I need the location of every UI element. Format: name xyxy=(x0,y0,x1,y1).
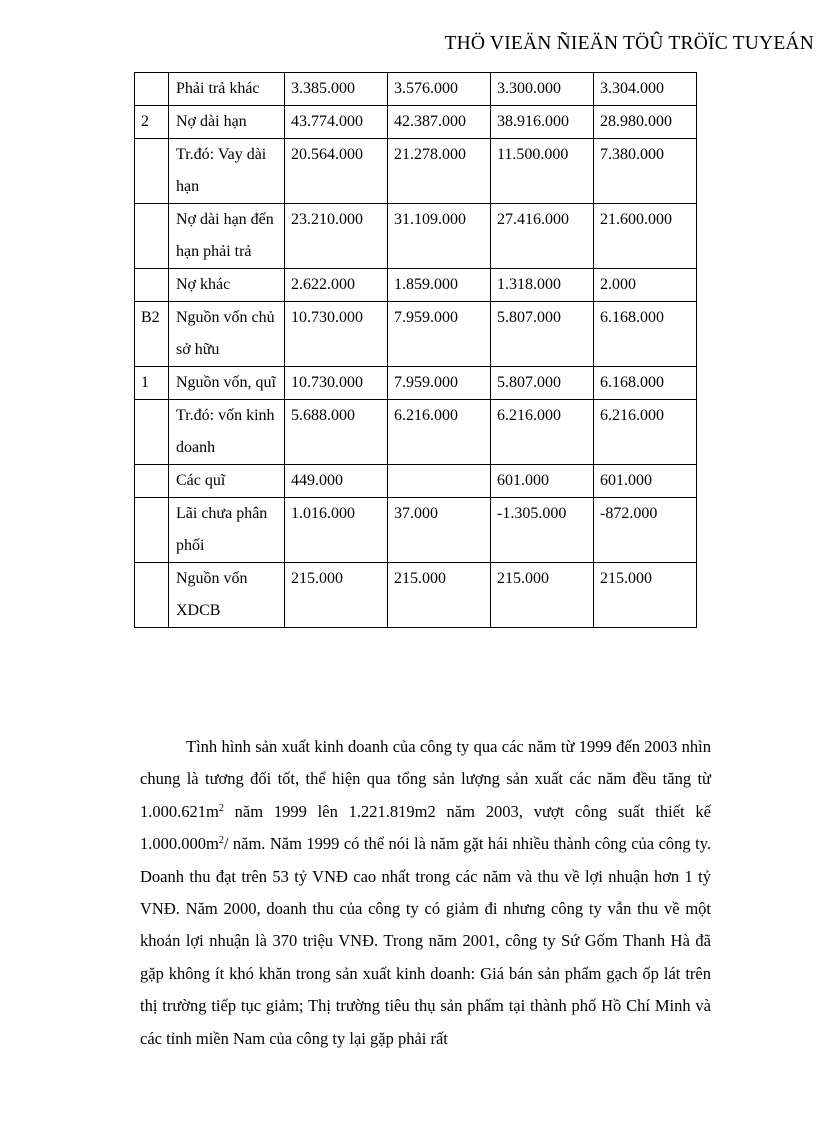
index-cell xyxy=(135,563,169,628)
value-cell: 6.216.000 xyxy=(491,400,594,465)
value-cell: 27.416.000 xyxy=(491,204,594,269)
value-cell: 5.807.000 xyxy=(491,302,594,367)
value-cell: 21.600.000 xyxy=(594,204,697,269)
index-cell: B2 xyxy=(135,302,169,367)
superscript: 2 xyxy=(218,835,224,847)
item-cell: Nợ dài hạn xyxy=(169,106,285,139)
item-cell: Nguồn vốn chủ sở hữu xyxy=(169,302,285,367)
value-cell: 42.387.000 xyxy=(388,106,491,139)
index-cell xyxy=(135,498,169,563)
value-cell: 215.000 xyxy=(491,563,594,628)
balance-table xyxy=(134,72,697,628)
value-cell: 7.959.000 xyxy=(388,302,491,367)
value-cell xyxy=(388,465,491,498)
value-cell: 449.000 xyxy=(285,465,388,498)
value-cell: 215.000 xyxy=(285,563,388,628)
value-cell: 6.216.000 xyxy=(388,400,491,465)
index-cell: 2 xyxy=(135,106,169,139)
value-cell: 23.210.000 xyxy=(285,204,388,269)
item-cell: Nợ dài hạn đến hạn phải trả xyxy=(169,204,285,269)
table-row xyxy=(135,204,697,269)
value-cell: 2.622.000 xyxy=(285,269,388,302)
value-cell: 3.300.000 xyxy=(491,73,594,106)
value-cell: 31.109.000 xyxy=(388,204,491,269)
table-row xyxy=(135,498,697,563)
value-cell: 3.304.000 xyxy=(594,73,697,106)
value-cell: 10.730.000 xyxy=(285,367,388,400)
item-cell: Nguồn vốn XDCB xyxy=(169,563,285,628)
value-cell: 7.959.000 xyxy=(388,367,491,400)
value-cell: 1.859.000 xyxy=(388,269,491,302)
item-cell: Tr.đó: vốn kinh doanh xyxy=(169,400,285,465)
index-cell xyxy=(135,73,169,106)
value-cell: 28.980.000 xyxy=(594,106,697,139)
index-cell xyxy=(135,204,169,269)
index-cell xyxy=(135,139,169,204)
value-cell: 601.000 xyxy=(594,465,697,498)
value-cell: 601.000 xyxy=(491,465,594,498)
value-cell: -1.305.000 xyxy=(491,498,594,563)
item-cell: Phải trả khác xyxy=(169,73,285,106)
page-header: THÖ VIEÄN ÑIEÄN TÖÛ TRÖÏC TUYEÁN xyxy=(444,33,814,54)
table-row xyxy=(135,269,697,302)
item-cell: Nợ khác xyxy=(169,269,285,302)
value-cell: 43.774.000 xyxy=(285,106,388,139)
value-cell: 2.000 xyxy=(594,269,697,302)
value-cell: 6.216.000 xyxy=(594,400,697,465)
value-cell: 1.318.000 xyxy=(491,269,594,302)
paragraph-text-1: Tình hình sản xuất kinh doanh của công ty qua các năm từ 1999 đến 2003 nhìn chung là tương đối tốt, thể hiện qua tổng sản lượng sản xuất các năm đều tăng từ 1.000.621m xyxy=(140,737,711,821)
body-paragraph xyxy=(140,731,711,1055)
value-cell: 215.000 xyxy=(594,563,697,628)
table-row xyxy=(135,465,697,498)
value-cell: 215.000 xyxy=(388,563,491,628)
index-cell: 1 xyxy=(135,367,169,400)
value-cell: 37.000 xyxy=(388,498,491,563)
superscript: 2 xyxy=(218,802,224,814)
paragraph-text-2: năm 1999 lên 1.221.819m2 năm 2003, vượt công suất thiết kế 1.000.000m xyxy=(140,801,711,854)
value-cell: 6.168.000 xyxy=(594,367,697,400)
value-cell: 11.500.000 xyxy=(491,139,594,204)
value-cell: 21.278.000 xyxy=(388,139,491,204)
value-cell: 3.385.000 xyxy=(285,73,388,106)
value-cell: 38.916.000 xyxy=(491,106,594,139)
table-row xyxy=(135,563,697,628)
table-row xyxy=(135,367,697,400)
value-cell: -872.000 xyxy=(594,498,697,563)
table-row xyxy=(135,106,697,139)
item-cell: Lãi chưa phân phối xyxy=(169,498,285,563)
table-row xyxy=(135,400,697,465)
table-row xyxy=(135,139,697,204)
index-cell xyxy=(135,400,169,465)
table-row xyxy=(135,73,697,106)
value-cell: 1.016.000 xyxy=(285,498,388,563)
value-cell: 6.168.000 xyxy=(594,302,697,367)
table-row xyxy=(135,302,697,367)
value-cell: 20.564.000 xyxy=(285,139,388,204)
value-cell: 3.576.000 xyxy=(388,73,491,106)
item-cell: Tr.đó: Vay dài hạn xyxy=(169,139,285,204)
item-cell: Nguồn vốn, quĩ xyxy=(169,367,285,400)
item-cell: Các quĩ xyxy=(169,465,285,498)
value-cell: 7.380.000 xyxy=(594,139,697,204)
value-cell: 5.807.000 xyxy=(491,367,594,400)
value-cell: 10.730.000 xyxy=(285,302,388,367)
index-cell xyxy=(135,465,169,498)
paragraph-text-3: / năm. Năm 1999 có thể nói là năm gặt hái nhiều thành công của công ty. Doanh thu đạt trên 53 tỷ VNĐ cao nhất trong các năm và thu về lợi nhuận hơn 1 tỷ VNĐ. Năm 2000, doanh thu của công ty có giảm đi nhưng công ty vẫn thu về một khoản lợi nhuận là 370 triệu VNĐ. Trong năm 2001, công ty Sứ Gốm Thanh Hà đã gặp không ít khó khăn trong sản xuất kinh doanh: Giá bán sản phẩm gạch ốp lát trên thị trường tiếp tục giảm; Thị trường tiêu thụ sản phẩm tại thành phố Hồ Chí Minh và các tỉnh miền Nam của công ty lại gặp phải rất xyxy=(140,834,711,1048)
value-cell: 5.688.000 xyxy=(285,400,388,465)
index-cell xyxy=(135,269,169,302)
